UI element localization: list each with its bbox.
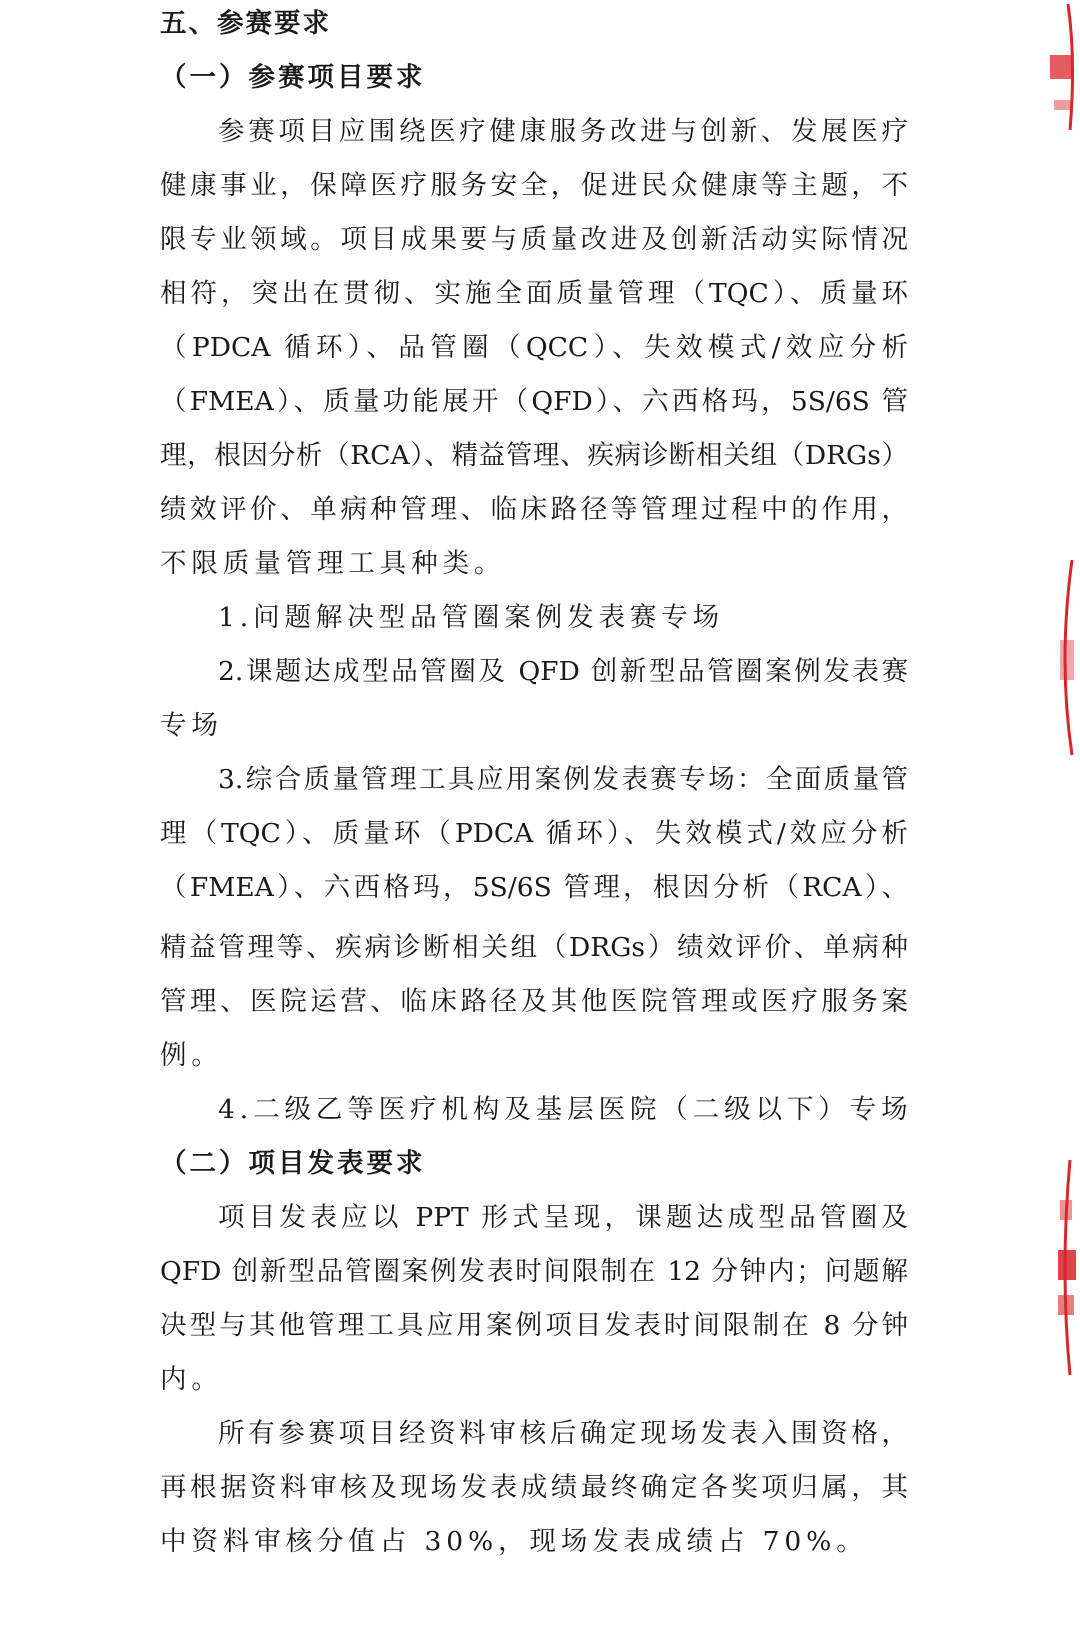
list-item-4: 4.二级乙等医疗机构及基层医院（二级以下）专场 <box>218 1094 913 1125</box>
paragraph-line: 限专业领域。项目成果要与质量改进及创新活动实际情况 <box>160 224 908 255</box>
paragraph-line: 管理、医院运营、临床路径及其他医院管理或医疗服务案 <box>160 986 908 1017</box>
paragraph-line: （FMEA）、六西格玛，5S/6S 管理，根因分析（RCA）、 <box>160 872 908 903</box>
seal-fragment-top <box>1010 0 1080 140</box>
paragraph-line: 精益管理等、疾病诊断相关组（DRGs）绩效评价、单病种 <box>160 932 908 963</box>
paragraph-line: 中资料审核分值占 30%，现场发表成绩占 70%。 <box>160 1526 868 1557</box>
paragraph-line: 决型与其他管理工具应用案例项目发表时间限制在 8 分钟 <box>160 1310 908 1341</box>
paragraph-line: 理，根因分析（RCA）、精益管理、疾病诊断相关组（DRGs） <box>160 440 908 471</box>
paragraph-line: 理（TQC）、质量环（PDCA 循环）、失效模式/效应分析 <box>160 818 908 849</box>
paragraph-line: 项目发表应以 PPT 形式呈现，课题达成型品管圈及 <box>218 1202 908 1233</box>
paragraph-line: （FMEA）、质量功能展开（QFD）、六西格玛，5S/6S 管 <box>160 386 908 417</box>
paragraph-line: 例。 <box>160 1040 223 1071</box>
subsection-title-1: （一）参赛项目要求 <box>160 62 426 93</box>
paragraph-line: 绩效评价、单病种管理、临床路径等管理过程中的作用， <box>160 494 908 525</box>
seal-fragment-bottom <box>1010 1160 1080 1380</box>
seal-fragment-middle <box>1010 560 1080 760</box>
paragraph-line: 健康事业，保障医疗服务安全，促进民众健康等主题，不 <box>160 170 908 201</box>
section-title: 五、参赛要求 <box>160 8 331 39</box>
paragraph-line: 2.课题达成型品管圈及 QFD 创新型品管圈案例发表赛 <box>218 656 908 687</box>
paragraph-line: 不限质量管理工具种类。 <box>160 548 506 579</box>
paragraph-line: 相符，突出在贯彻、实施全面质量管理（TQC）、质量环 <box>160 278 908 309</box>
paragraph-line: 专场 <box>160 710 223 741</box>
paragraph-line: 3.综合质量管理工具应用案例发表赛专场：全面质量管 <box>218 764 908 795</box>
paragraph-line: 再根据资料审核及现场发表成绩最终确定各奖项归属，其 <box>160 1472 908 1503</box>
paragraph-line: QFD 创新型品管圈案例发表时间限制在 12 分钟内；问题解 <box>160 1256 908 1287</box>
subsection-title-2: （二）项目发表要求 <box>160 1148 426 1179</box>
paragraph-line: 内。 <box>160 1364 223 1395</box>
paragraph-line: 参赛项目应围绕医疗健康服务改进与创新、发展医疗 <box>218 116 908 147</box>
paragraph-line: （PDCA 循环）、品管圈（QCC）、失效模式/效应分析 <box>160 332 908 363</box>
paragraph-line: 所有参赛项目经资料审核后确定现场发表入围资格， <box>218 1418 908 1449</box>
list-item-1: 1.问题解决型品管圈案例发表赛专场 <box>218 602 725 633</box>
